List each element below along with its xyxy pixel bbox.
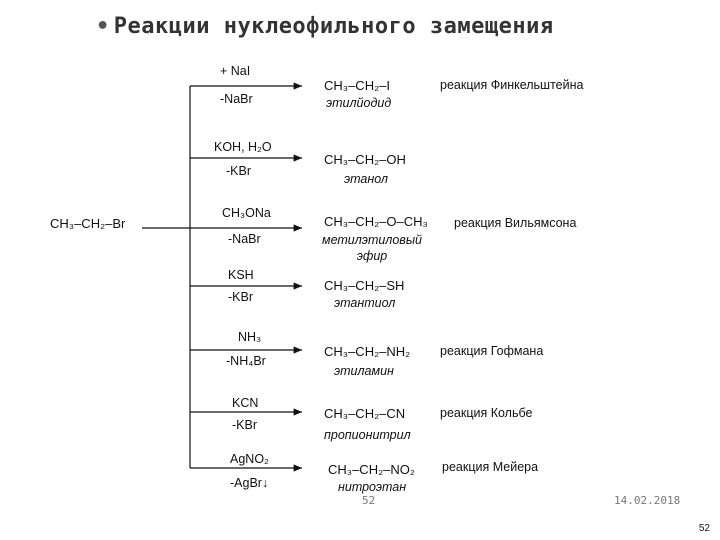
reagent-removed: -NH₄Br <box>226 354 266 368</box>
corner-page-number: 52 <box>698 523 710 534</box>
reaction-name: реакция Финкельштейна <box>440 78 584 92</box>
starting-material: CH₃–CH₂–Br <box>50 216 126 231</box>
reagent-removed: -NaBr <box>220 92 253 106</box>
reagent-added: NH₃ <box>238 330 262 344</box>
reagent-added: KOH, H₂O <box>214 140 272 154</box>
product-name: этиламин <box>334 364 394 378</box>
footer-date: 14.02.2018 <box>614 494 681 507</box>
product-name: пропионитрил <box>324 428 411 442</box>
reagent-removed: -NaBr <box>228 232 261 246</box>
reagent-added: AgNO₂ <box>230 452 269 466</box>
product-formula: CH₃–CH₂–O–CH₃ <box>324 214 428 229</box>
reagent-removed: -KBr <box>232 418 257 432</box>
product-name: этантиол <box>334 296 396 310</box>
reaction-name: реакция Гофмана <box>440 344 544 358</box>
product-formula: CH₃–CH₂–CN <box>324 406 406 421</box>
reaction-name: реакция Мейера <box>442 460 539 474</box>
reaction-name: реакция Кольбе <box>440 406 533 420</box>
product-formula: CH₃–CH₂–SH <box>324 278 405 293</box>
product-name: нитроэтан <box>338 480 407 494</box>
reaction-name: реакция Вильямсона <box>454 216 577 230</box>
reagent-removed: -KBr <box>226 164 251 178</box>
reagent-added: CH₃ONa <box>222 206 271 220</box>
product-name: этилйодид <box>326 96 392 110</box>
product-name: метилэтиловый эфир <box>322 233 422 263</box>
title-bullet: • <box>96 14 110 39</box>
footer-page-number: 52 <box>362 494 376 507</box>
reagent-added: KCN <box>232 396 259 410</box>
reagent-removed: -KBr <box>228 290 253 304</box>
reagent-added: + NaI <box>220 64 251 78</box>
product-name: этанол <box>344 172 388 186</box>
reagent-removed: -AgBr↓ <box>230 476 269 490</box>
product-formula: CH₃–CH₂–OH <box>324 152 406 167</box>
reagent-added: KSH <box>228 268 254 282</box>
product-formula: CH₃–CH₂–NO₂ <box>328 462 415 477</box>
product-formula: CH₃–CH₂–I <box>324 78 390 93</box>
title-text: Реакции нуклеофильного замещения <box>113 14 554 39</box>
product-formula: CH₃–CH₂–NH₂ <box>324 344 411 359</box>
